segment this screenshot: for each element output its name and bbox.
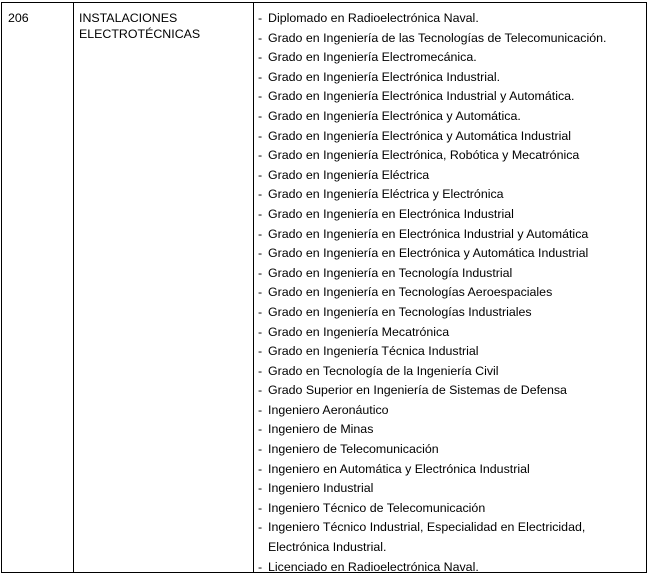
item-dash: -: [258, 500, 263, 515]
item-dash: -: [258, 559, 263, 574]
qualification-text: Grado en Ingeniería Eléctrica: [268, 167, 430, 182]
qualification-text: Grado en Ingeniería Electrónica y Automática Industrial: [268, 128, 572, 143]
item-dash: -: [258, 108, 263, 123]
item-dash: -: [258, 481, 263, 496]
item-dash: -: [258, 50, 263, 65]
item-dash: -: [258, 422, 263, 437]
item-dash: -: [258, 69, 263, 84]
qualification-item: [258, 420, 642, 440]
qualification-item: [258, 185, 642, 205]
item-dash: -: [258, 442, 263, 457]
qualification-text: Grado en Ingeniería Eléctrica y Electrónica: [268, 187, 504, 202]
item-dash: -: [258, 363, 263, 378]
item-dash: -: [258, 206, 263, 221]
qualification-item: [258, 205, 642, 225]
qualifications-list: [258, 9, 642, 577]
item-dash: -: [258, 324, 263, 339]
qualification-item: [258, 342, 642, 362]
qualification-item: [258, 440, 642, 460]
qualification-text: Grado Superior en Ingeniería de Sistemas de Defensa: [268, 383, 567, 398]
item-dash: -: [258, 89, 263, 104]
qualification-item: [258, 48, 642, 68]
qualification-item: [258, 146, 642, 166]
qualification-item: [258, 381, 642, 401]
qualification-item: [258, 518, 642, 557]
item-dash: -: [258, 461, 263, 476]
qualification-text: Grado en Ingeniería Electrónica, Robótica y Mecatrónica: [268, 148, 580, 163]
item-dash: -: [258, 226, 263, 241]
qualification-text: Grado en Ingeniería Mecatrónica: [268, 324, 450, 339]
qualification-item: [258, 244, 642, 264]
qualification-item: [258, 166, 642, 186]
item-dash: -: [258, 285, 263, 300]
item-dash: -: [258, 11, 263, 25]
qualification-text: Grado en Ingeniería en Electrónica y Automática Industrial: [268, 246, 589, 261]
qualification-item: [258, 127, 642, 147]
qualification-text: Grado en Ingeniería Electrónica Industrial.: [268, 69, 501, 84]
qualification-text: Grado en Ingeniería Electrónica y Automática.: [268, 108, 521, 123]
item-dash: -: [258, 167, 263, 182]
qualification-item: [258, 264, 642, 284]
qualification-text: Ingeniero Técnico Industrial, Especialidad en Electricidad, Electrónica Industrial.: [268, 520, 586, 555]
item-dash: -: [258, 128, 263, 143]
item-dash: -: [258, 344, 263, 359]
qualification-item: [258, 303, 642, 323]
qualification-item: [258, 499, 642, 519]
code-cell: [2, 3, 74, 572]
qualification-item: [258, 87, 642, 107]
qualification-item: [258, 68, 642, 88]
qualification-text: Ingeniero en Automática y Electrónica Industrial: [268, 461, 530, 476]
item-dash: -: [258, 148, 263, 163]
qualification-text: Licenciado en Radioelectrónica Naval.: [268, 559, 479, 574]
item-dash: -: [258, 246, 263, 261]
qualification-item: [258, 401, 642, 421]
specialty-code: 206: [8, 11, 29, 25]
qualification-item: [258, 9, 642, 29]
item-dash: -: [258, 304, 263, 319]
qualification-item: [258, 29, 642, 49]
qualifications-table: [1, 2, 647, 573]
qualification-text: Grado en Ingeniería en Electrónica Industrial: [268, 206, 514, 221]
qualification-text: Grado en Ingeniería en Electrónica Industrial y Automática: [268, 226, 589, 241]
item-dash: -: [258, 30, 263, 45]
qualification-item: [258, 479, 642, 499]
qualification-text: Grado en Ingeniería en Tecnologías Aeroespaciales: [268, 285, 553, 300]
qualification-text: Grado en Ingeniería Electrónica Industrial y Automática.: [268, 89, 575, 104]
qualification-text: Ingeniero Técnico de Telecomunicación: [268, 500, 486, 515]
qualification-text: Grado en Ingeniería Electromecánica.: [268, 50, 477, 65]
qualification-text: Grado en Ingeniería en Tecnología Industrial: [268, 265, 513, 280]
item-dash: -: [258, 383, 263, 398]
qualification-text: Diplomado en Radioelectrónica Naval.: [268, 11, 479, 25]
item-dash: -: [258, 402, 263, 417]
specialty-name-cell: [74, 3, 254, 572]
qualification-text: Grado en Ingeniería de las Tecnologías de Telecomunicación.: [268, 30, 607, 45]
qualification-item: [258, 460, 642, 480]
item-dash: -: [258, 520, 263, 535]
qualification-text: Grado en Ingeniería Técnica Industrial: [268, 344, 479, 359]
qualification-text: Ingeniero Aeronáutico: [268, 402, 389, 417]
qualification-item: [258, 323, 642, 343]
qualification-text: Ingeniero de Minas: [268, 422, 374, 437]
qualification-text: Grado en Tecnología de la Ingeniería Civil: [268, 363, 499, 378]
qualification-text: Ingeniero de Telecomunicación: [268, 442, 439, 457]
qualification-text: Grado en Ingeniería en Tecnologías Industriales: [268, 304, 532, 319]
qualification-item: [258, 107, 642, 127]
qualification-item: [258, 225, 642, 245]
qualification-text: Ingeniero Industrial: [268, 481, 374, 496]
specialty-name-line: ELECTROTÉCNICAS: [79, 27, 201, 41]
qualifications-cell: [254, 3, 646, 572]
qualification-item: [258, 283, 642, 303]
qualification-item: [258, 362, 642, 382]
specialty-name-line: INSTALACIONES: [79, 11, 178, 25]
item-dash: -: [258, 265, 263, 280]
item-dash: -: [258, 187, 263, 202]
qualification-item: [258, 558, 642, 577]
